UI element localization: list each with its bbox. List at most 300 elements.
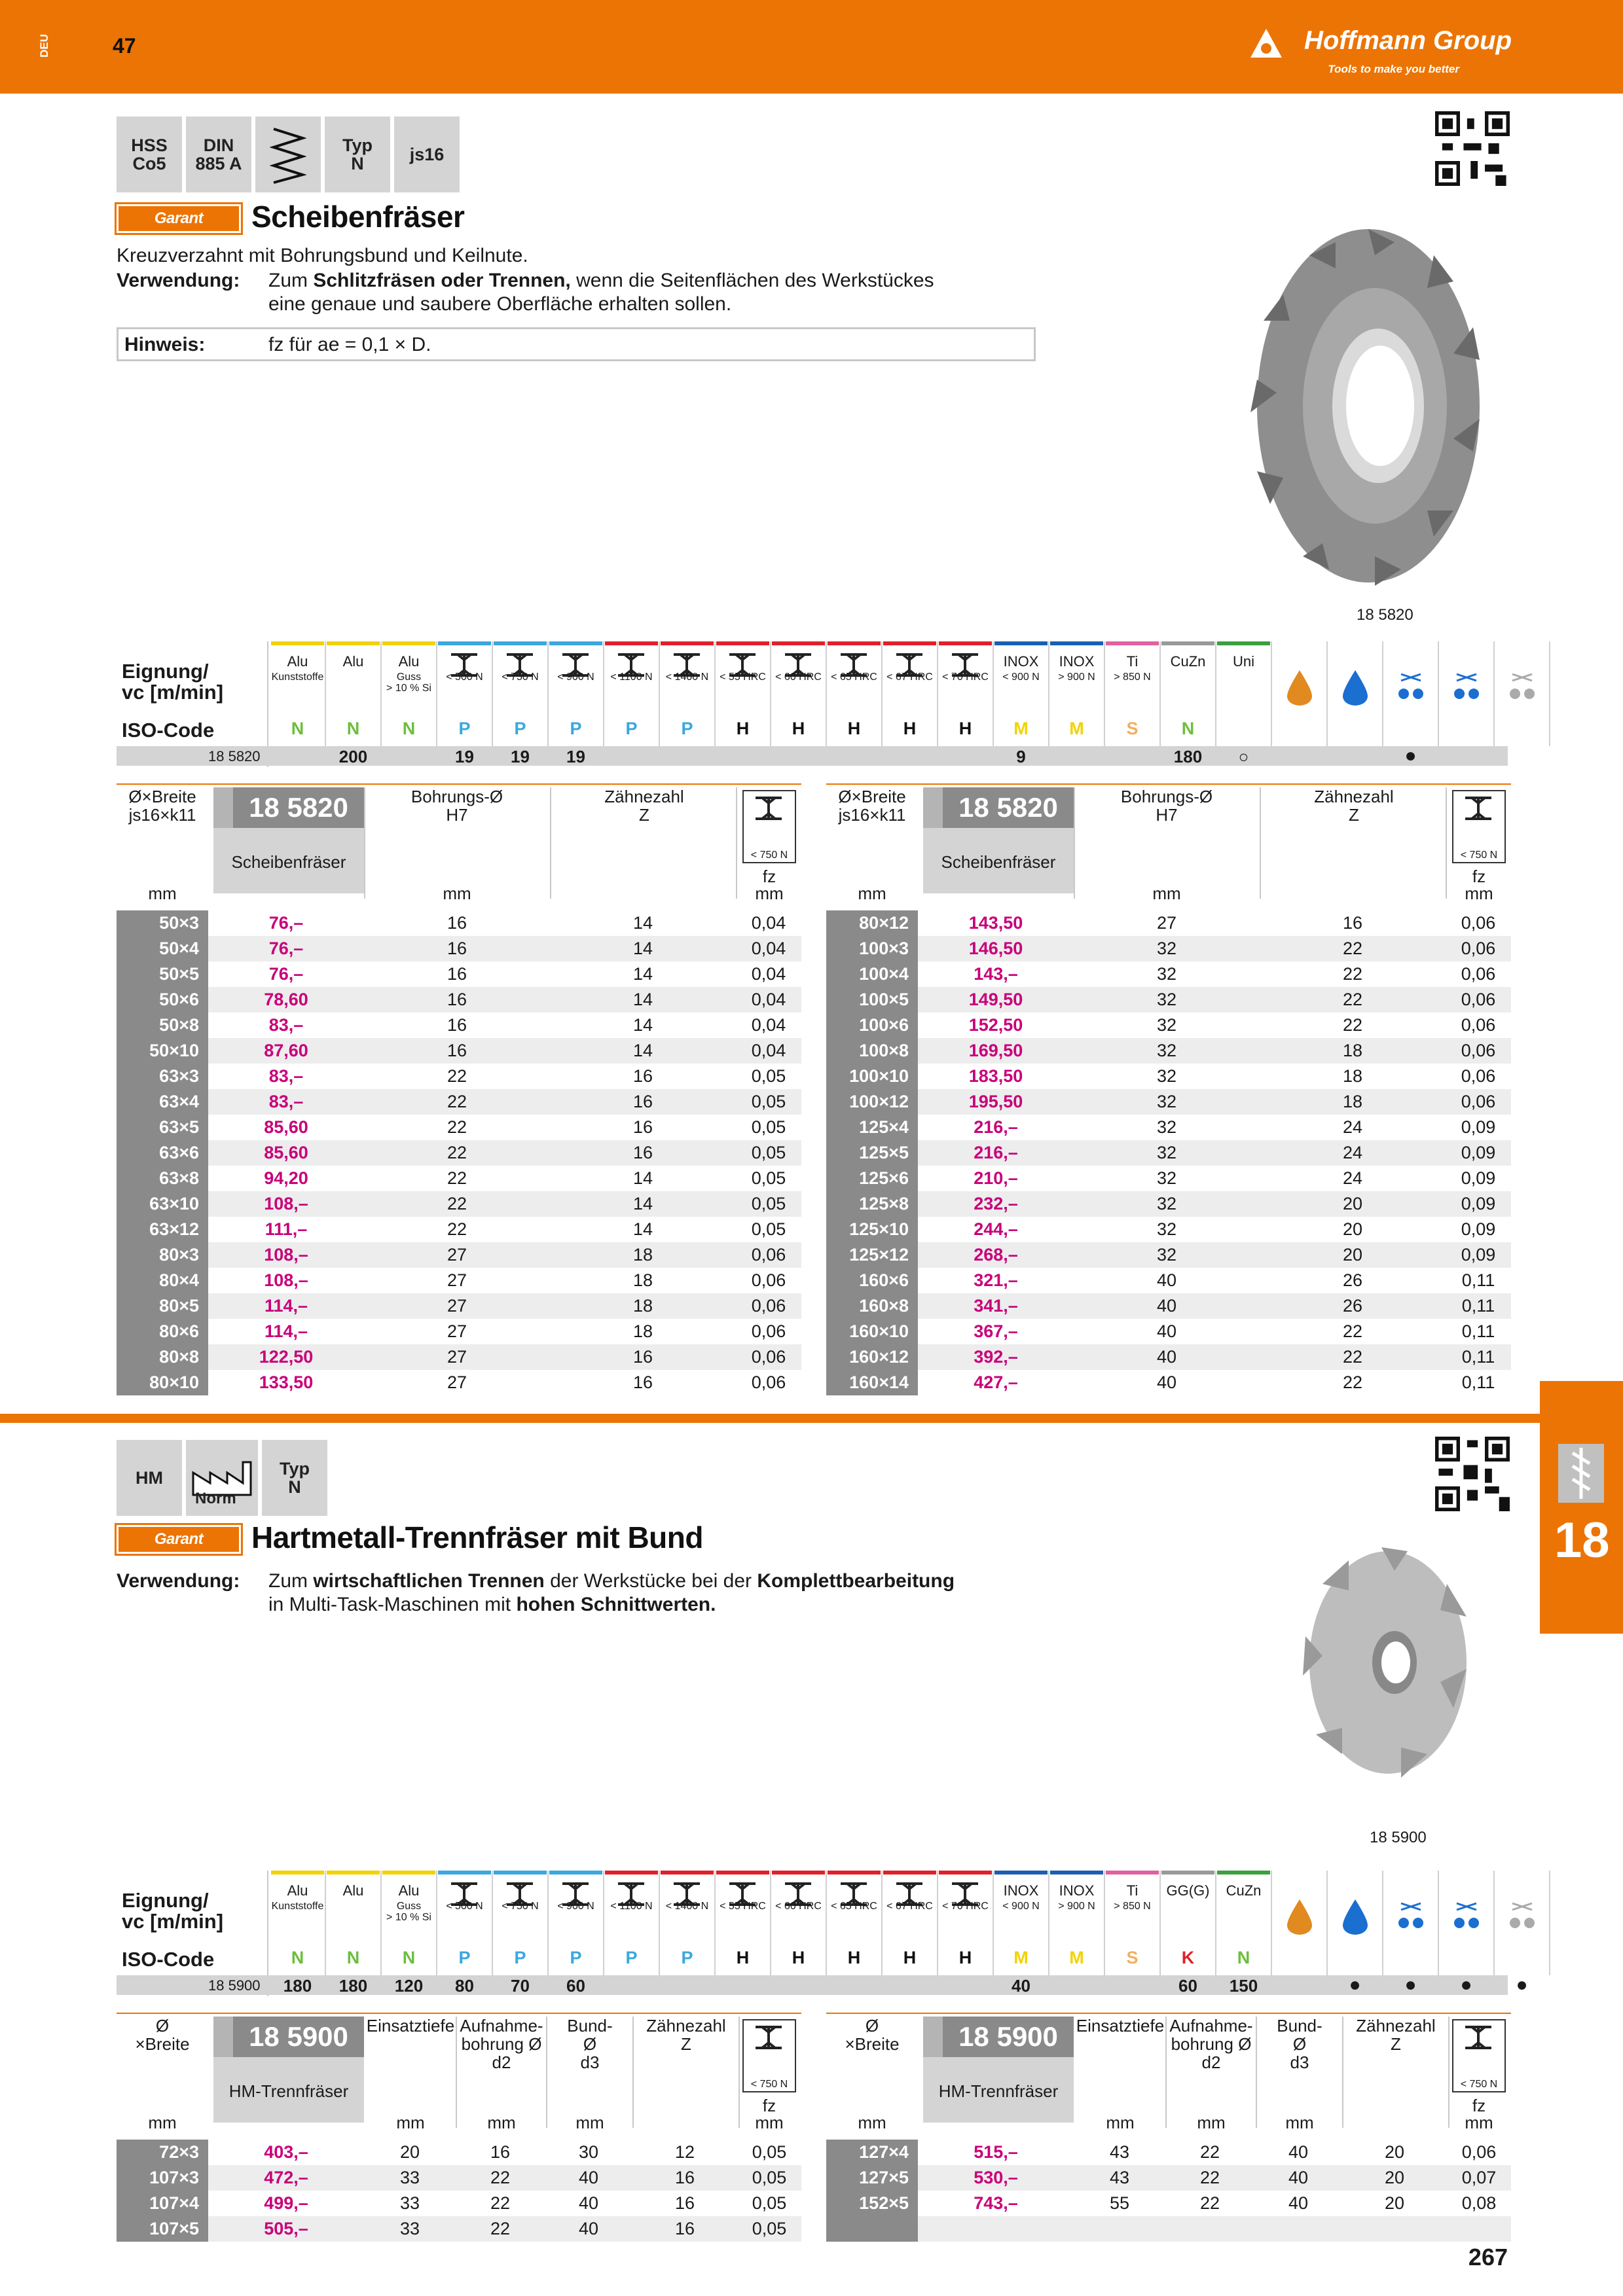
code-tab: [213, 2017, 233, 2057]
cell-fz: 0,06: [1461, 1066, 1496, 1086]
material-color-bar: [438, 641, 491, 645]
iso-code: N: [402, 1948, 416, 1967]
cell-price: 472,–: [264, 2168, 308, 2187]
cell-teeth: 14: [632, 990, 653, 1009]
cell-bore: 22: [447, 1092, 467, 1111]
cell-bore: 32: [1156, 1015, 1177, 1035]
cell-dim: 80×12: [826, 910, 918, 936]
cell-dim: [826, 2216, 918, 2242]
material-label: CuZn: [1226, 1882, 1262, 1899]
vc-value: 40: [1012, 1976, 1030, 1996]
water-drop-icon: [1339, 1897, 1372, 1936]
vc-value: 120: [394, 1976, 424, 1996]
code-tab: [923, 2017, 943, 2057]
cell-teeth: 14: [632, 1015, 653, 1035]
column-separator: [1382, 1871, 1383, 1975]
cell-fz: 0,09: [1461, 1219, 1496, 1239]
cell-teeth: 16: [674, 2193, 695, 2213]
table-row: [826, 1242, 1511, 1268]
material-color-bar: [1050, 641, 1103, 645]
cell-dim: 50×3: [117, 910, 208, 936]
cell-price: 114,–: [264, 1321, 308, 1341]
garant-logo: Garant: [117, 204, 241, 233]
cell-price: 83,–: [268, 1092, 304, 1111]
cell-price: 114,–: [264, 1296, 308, 1316]
cell-price: 367,–: [974, 1321, 1018, 1341]
cell-dim: 63×6: [117, 1140, 208, 1166]
cell-price: 111,–: [264, 1219, 308, 1239]
cell-price: 210,–: [974, 1168, 1018, 1188]
suitability-table: [117, 641, 1508, 767]
cell-fz: 0,11: [1461, 1270, 1495, 1290]
material-color-bar: [605, 641, 658, 645]
cell-teeth: 22: [1342, 1372, 1363, 1392]
cell-dim: 100×10: [826, 1064, 918, 1089]
cell-bore: 22: [447, 1194, 467, 1213]
cell-fz: 0,11: [1461, 1321, 1495, 1341]
cell-teeth: 20: [1384, 2142, 1405, 2162]
cell-teeth: 14: [632, 1219, 653, 1239]
cell-dim: 100×12: [826, 1089, 918, 1115]
material-color-bar: [327, 641, 380, 645]
table-row: [117, 1064, 801, 1089]
vc-row-code-2: 18 5900: [208, 1977, 261, 1994]
cell-dim: 107×5: [117, 2216, 208, 2242]
cell-teeth: 22: [1342, 1347, 1363, 1367]
material-color-bar: [883, 1871, 936, 1874]
iso-code: P: [514, 719, 526, 738]
price-table-left: [117, 783, 801, 1399]
table-row: [117, 1293, 801, 1319]
material-color-bar: [994, 641, 1048, 645]
qr-code-icon-2[interactable]: [1435, 1437, 1510, 1511]
table-row: [826, 1013, 1511, 1038]
cell-bore: 27: [447, 1347, 467, 1367]
mql-icon: [1450, 668, 1483, 707]
table-row: [117, 1217, 801, 1242]
material-label: Uni: [1232, 653, 1254, 670]
table-row: [826, 2165, 1511, 2191]
cell-price: 244,–: [974, 1219, 1018, 1239]
table-row: [826, 1115, 1511, 1140]
vc-value: 19: [566, 747, 585, 766]
use-label: Verwendung:: [117, 270, 240, 291]
col-fz: fz: [1472, 867, 1486, 886]
use2-line2-pre: in Multi-Task-Maschinen mit: [268, 1594, 517, 1615]
col-code: 18 5900: [943, 2017, 1074, 2057]
vc-value: 19: [455, 747, 474, 766]
cell-price: 133,50: [259, 1372, 314, 1392]
cell-bore: 16: [490, 2142, 511, 2162]
vc-value: 9: [1016, 747, 1026, 766]
material-sub-label: < 55 HRC: [720, 1901, 766, 1912]
cell-bore: 16: [447, 913, 467, 933]
cell-teeth: 22: [1342, 1321, 1363, 1341]
cell-bore: 16: [447, 1015, 467, 1035]
cell-bore: 32: [1156, 1168, 1177, 1188]
cell-teeth: 24: [1342, 1117, 1363, 1137]
cell-bore: 22: [447, 1219, 467, 1239]
material-color-bar: [939, 1871, 992, 1874]
cell-teeth: 26: [1342, 1296, 1363, 1316]
cell-bore: 16: [447, 939, 467, 958]
use2-line2-bold: hohen Schnittwerten.: [516, 1594, 716, 1615]
material-color-bar: [549, 1871, 602, 1874]
cell-price: 76,–: [268, 939, 304, 958]
cell-teeth: 12: [674, 2142, 695, 2162]
cell-fz: 0,08: [1461, 2193, 1497, 2213]
table-row: [117, 910, 801, 936]
cell-teeth: 16: [632, 1117, 653, 1137]
cell-dim: 125×4: [826, 1115, 918, 1140]
iso-code: P: [514, 1948, 526, 1967]
cell-bore: 22: [1199, 2193, 1220, 2213]
material-sub-label: < 900 N: [557, 672, 594, 683]
sep: [1446, 787, 1447, 899]
iso-code: M: [1069, 719, 1084, 738]
cell-dim: 80×4: [117, 1268, 208, 1293]
col-dim: Ø ×Breite: [845, 2016, 900, 2054]
cell-price: 108,–: [264, 1270, 308, 1290]
table-row: [117, 1140, 801, 1166]
cell-price: 268,–: [974, 1245, 1018, 1265]
material-color-bar: [828, 1871, 881, 1874]
cell-fz: 0,05: [751, 1117, 786, 1137]
cell-bore: 27: [447, 1372, 467, 1392]
cell-fz: 0,06: [1461, 990, 1496, 1009]
material-color-bar: [772, 1871, 825, 1874]
cell-bore: 22: [447, 1066, 467, 1086]
badge-hm: HM: [117, 1440, 182, 1516]
col-dim: Ø ×Breite: [135, 2016, 190, 2054]
sep: [739, 2017, 740, 2128]
column-separator: [1326, 641, 1328, 746]
col-bore: Aufnahme- bohrung Ø d2: [1169, 2016, 1253, 2072]
iso-code: N: [291, 719, 304, 738]
material-sub-label: > 900 N: [1058, 1901, 1095, 1912]
cell-dim: 152×5: [826, 2191, 918, 2216]
cell-price: 216,–: [974, 1117, 1018, 1137]
iso-code: S: [1126, 719, 1139, 738]
iso-code: N: [346, 719, 360, 738]
cell-price: 341,–: [974, 1296, 1018, 1316]
material-label: Ti: [1126, 653, 1139, 670]
cell-teeth: 16: [632, 1347, 653, 1367]
material-sub-label: Kunststoffe: [271, 1901, 324, 1912]
column-separator: [1549, 641, 1550, 746]
material-label: INOX: [1059, 1882, 1095, 1899]
suit-label-2: Eignung/: [122, 1889, 209, 1912]
cell-bore: 32: [1156, 1092, 1177, 1111]
brand-name: Hoffmann Group: [1304, 26, 1512, 55]
iso-code: H: [903, 1948, 917, 1967]
cell-teeth: 16: [674, 2168, 695, 2187]
sep: [1448, 2017, 1450, 2128]
iso-code: K: [1181, 1948, 1195, 1967]
iso-code: P: [625, 1948, 638, 1967]
cell-fz: 0,04: [751, 1015, 786, 1035]
material-color-bar: [939, 641, 992, 645]
col-name: Scheibenfräser: [231, 852, 346, 872]
suitability-columns: [270, 641, 1507, 767]
table-row: [826, 1064, 1511, 1089]
cell-dim: 100×4: [826, 961, 918, 987]
material-color-bar: [828, 641, 881, 645]
cell-fz: 0,06: [1461, 1015, 1496, 1035]
unit-depth: mm: [1106, 2113, 1135, 2132]
cell-price: 183,50: [968, 1066, 1023, 1086]
cell-fz: 0,05: [752, 2219, 787, 2238]
cell-teeth: 14: [632, 1041, 653, 1060]
material-color-bar: [1106, 641, 1159, 645]
suitability-columns-2: [270, 1871, 1528, 1996]
steel-beam-icon: [1463, 2024, 1494, 2051]
price-table-right: [826, 783, 1511, 1399]
cell-price: 76,–: [268, 964, 304, 984]
cell-teeth: 18: [632, 1270, 653, 1290]
header-rule: [826, 783, 1511, 785]
cell-price: 76,–: [268, 913, 304, 933]
mql-icon: [1450, 1897, 1483, 1936]
material-label: CuZn: [1170, 653, 1206, 670]
unit-collar: mm: [1285, 2113, 1314, 2132]
material-color-bar: [716, 641, 769, 645]
material-sub-label: > 850 N: [1114, 672, 1151, 683]
col-name: HM-Trennfräser: [938, 2081, 1059, 2101]
cell-teeth: 14: [632, 1168, 653, 1188]
col-dim: Ø×Breite js16×k11: [838, 787, 906, 825]
material-sub-label: < 750 N: [501, 672, 539, 683]
use-text-pre: Zum: [268, 270, 314, 291]
cell-bore: 22: [447, 1168, 467, 1188]
cell-bore: 22: [490, 2168, 511, 2187]
table-row: [826, 961, 1511, 987]
cell-dim: 63×3: [117, 1064, 208, 1089]
cell-collar: 30: [578, 2142, 599, 2162]
cell-dim: 125×5: [826, 1140, 918, 1166]
cell-price: 232,–: [974, 1194, 1018, 1213]
column-separator: [1493, 641, 1495, 746]
vc-value: ○: [1238, 747, 1249, 766]
sep: [1260, 787, 1261, 899]
cell-dim: 80×8: [117, 1344, 208, 1370]
cell-teeth: 18: [1342, 1092, 1363, 1111]
cell-dim: 50×10: [117, 1038, 208, 1064]
table-row: [826, 1319, 1511, 1344]
cell-dim: 63×10: [117, 1191, 208, 1217]
vc-value: 60: [566, 1976, 585, 1996]
iso-code: N: [1181, 719, 1195, 738]
col-code: 18 5900: [233, 2017, 364, 2057]
material-sub-label: < 1400 N: [665, 1901, 709, 1912]
coolant-mark: ●: [1516, 1974, 1528, 1996]
iso-label-2: ISO-Code: [122, 1948, 215, 1971]
cell-fz: 0,09: [1461, 1194, 1496, 1213]
cell-dim: 160×14: [826, 1370, 918, 1395]
col-fz: fz: [762, 2096, 776, 2115]
cell-dim: 80×3: [117, 1242, 208, 1268]
table-row: [117, 936, 801, 961]
use2-bold2: Komplettbearbeitung: [757, 1570, 955, 1592]
cell-dim: 160×6: [826, 1268, 918, 1293]
cell-collar: 40: [1288, 2193, 1309, 2213]
cell-bore: 27: [447, 1245, 467, 1265]
cell-teeth: 16: [632, 1066, 653, 1086]
table-row: [117, 1038, 801, 1064]
cell-dim: 100×8: [826, 1038, 918, 1064]
column-separator: [1438, 641, 1439, 746]
column-separator: [1382, 641, 1383, 746]
cell-fz: 0,06: [751, 1296, 786, 1316]
cell-dim: 63×8: [117, 1166, 208, 1191]
steel-beam-icon: [1463, 795, 1494, 821]
header-rule: [826, 2013, 1511, 2014]
vc-value: 180: [1173, 747, 1203, 766]
sep: [550, 787, 551, 899]
vc-value: 80: [455, 1976, 474, 1996]
cell-price: 152,50: [968, 1015, 1023, 1035]
code-tab: [923, 787, 943, 828]
iso-code: N: [1237, 1948, 1250, 1967]
material-sub-label: < 1100 N: [610, 1901, 653, 1912]
material-color-bar: [772, 641, 825, 645]
cell-bore: 16: [447, 990, 467, 1009]
cell-fz: 0,06: [1461, 913, 1496, 933]
oil-drop-icon: [1283, 668, 1316, 707]
cell-depth: 33: [399, 2193, 420, 2213]
qr-code-icon[interactable]: [1435, 111, 1510, 186]
water-drop-icon: [1339, 668, 1372, 707]
cell-bore: 40: [1156, 1347, 1177, 1367]
table-row: [826, 1370, 1511, 1395]
badge-material: HSS Co5: [117, 117, 182, 192]
cell-price: 427,–: [974, 1372, 1018, 1392]
chapter-tab[interactable]: [1540, 1381, 1623, 1634]
material-sub-label: < 60 HRC: [775, 672, 822, 683]
iso-code: N: [346, 1948, 360, 1967]
oil-drop-icon: [1283, 1897, 1316, 1936]
cell-dim: 125×6: [826, 1166, 918, 1191]
col-collar: Bund- Ø d3: [1277, 2016, 1322, 2072]
use-label-2: Verwendung:: [117, 1570, 240, 1592]
use-text-line2: eine genaue und saubere Oberfläche erhalten sollen.: [268, 293, 732, 315]
image-caption: 18 5820: [1357, 606, 1413, 624]
use-text-2: [268, 1570, 955, 1593]
cell-dim: 160×12: [826, 1344, 918, 1370]
table-row: [826, 1166, 1511, 1191]
cell-fz: 0,06: [1461, 1041, 1496, 1060]
material-label: Alu: [287, 653, 308, 670]
material-sub-label: < 1400 N: [665, 672, 709, 683]
cell-dim: 107×4: [117, 2191, 208, 2216]
table-row: [826, 1089, 1511, 1115]
cell-teeth: 20: [1342, 1245, 1363, 1265]
cell-bore: 32: [1156, 939, 1177, 958]
unit-collar: mm: [575, 2113, 604, 2132]
material-sub-label: > 900 N: [1058, 672, 1095, 683]
col-teeth: Zähnezahl Z: [604, 787, 684, 825]
use-text: [268, 269, 934, 293]
sep: [736, 787, 737, 899]
badge-tolerance: js16: [394, 117, 460, 192]
unit-dim: mm: [858, 884, 886, 903]
cell-price: 169,50: [968, 1041, 1023, 1060]
cell-teeth: 22: [1342, 1015, 1363, 1035]
cell-fz: 0,09: [1461, 1117, 1496, 1137]
table-row: [117, 2216, 801, 2242]
material-color-bar: [494, 1871, 547, 1874]
cell-dim: 127×5: [826, 2165, 918, 2191]
material-color-bar: [271, 641, 324, 645]
material-sub-label: < 70 HRC: [942, 672, 989, 683]
header-rule: [117, 783, 801, 785]
cell-bore: 27: [447, 1270, 467, 1290]
cell-bore: 32: [1156, 1143, 1177, 1162]
table-row: [117, 1115, 801, 1140]
cell-fz: 0,06: [751, 1270, 786, 1290]
cell-bore: 40: [1156, 1372, 1177, 1392]
cell-fz: 0,04: [751, 913, 786, 933]
material-label: INOX: [1003, 653, 1039, 670]
col-bore: Aufnahme- bohrung Ø d2: [460, 2016, 543, 2072]
iso-code: P: [570, 719, 582, 738]
cell-dim: 80×10: [117, 1370, 208, 1395]
cell-dim: 63×5: [117, 1115, 208, 1140]
material-label: Alu: [342, 653, 364, 670]
material-label: INOX: [1003, 1882, 1039, 1899]
material-color-bar: [883, 641, 936, 645]
col-teeth: Zähnezahl Z: [1314, 787, 1394, 825]
table-row: [826, 1344, 1511, 1370]
price-table-2-right: [826, 2013, 1511, 2248]
material-color-bar: [716, 1871, 769, 1874]
cell-fz: 0,05: [751, 1066, 786, 1086]
table-row: [117, 1344, 801, 1370]
hint-box: [117, 327, 1036, 361]
cell-dim: 107×3: [117, 2165, 208, 2191]
col-name: HM-Trennfräser: [228, 2081, 349, 2101]
cell-price: 143,50: [968, 913, 1023, 933]
cell-bore: 27: [1156, 913, 1177, 933]
table-row: [826, 2140, 1511, 2165]
cell-teeth: 18: [632, 1245, 653, 1265]
cell-collar: 40: [1288, 2168, 1309, 2187]
table-row: [826, 2191, 1511, 2216]
col-fz: fz: [762, 867, 776, 886]
coolant-mark: ●: [1404, 745, 1417, 766]
cell-fz: 0,09: [1461, 1168, 1496, 1188]
suit-label-vc: vc [m/min]: [122, 681, 224, 704]
vc-value: 70: [511, 1976, 530, 1996]
cell-bore: 32: [1156, 1041, 1177, 1060]
hint-label: Hinweis:: [124, 334, 206, 355]
cell-bore: 32: [1156, 964, 1177, 984]
iso-code: P: [458, 719, 471, 738]
iso-code: H: [736, 1948, 750, 1967]
cell-fz: 0,04: [751, 964, 786, 984]
cell-fz: 0,05: [751, 1194, 786, 1213]
cell-price: 78,60: [264, 990, 308, 1009]
use-text-bold: Schlitzfräsen oder Trennen,: [313, 270, 571, 291]
page-number: 267: [1468, 2244, 1508, 2270]
material-sub-label: Kunststoffe: [271, 672, 324, 683]
product-title: Scheibenfräser: [251, 200, 465, 234]
cell-price: 195,50: [968, 1092, 1023, 1111]
cell-price: 108,–: [264, 1245, 308, 1265]
material-sub-label: < 67 HRC: [886, 672, 933, 683]
cell-fz: 0,05: [752, 2142, 787, 2162]
cell-fz: 0,05: [752, 2193, 787, 2213]
